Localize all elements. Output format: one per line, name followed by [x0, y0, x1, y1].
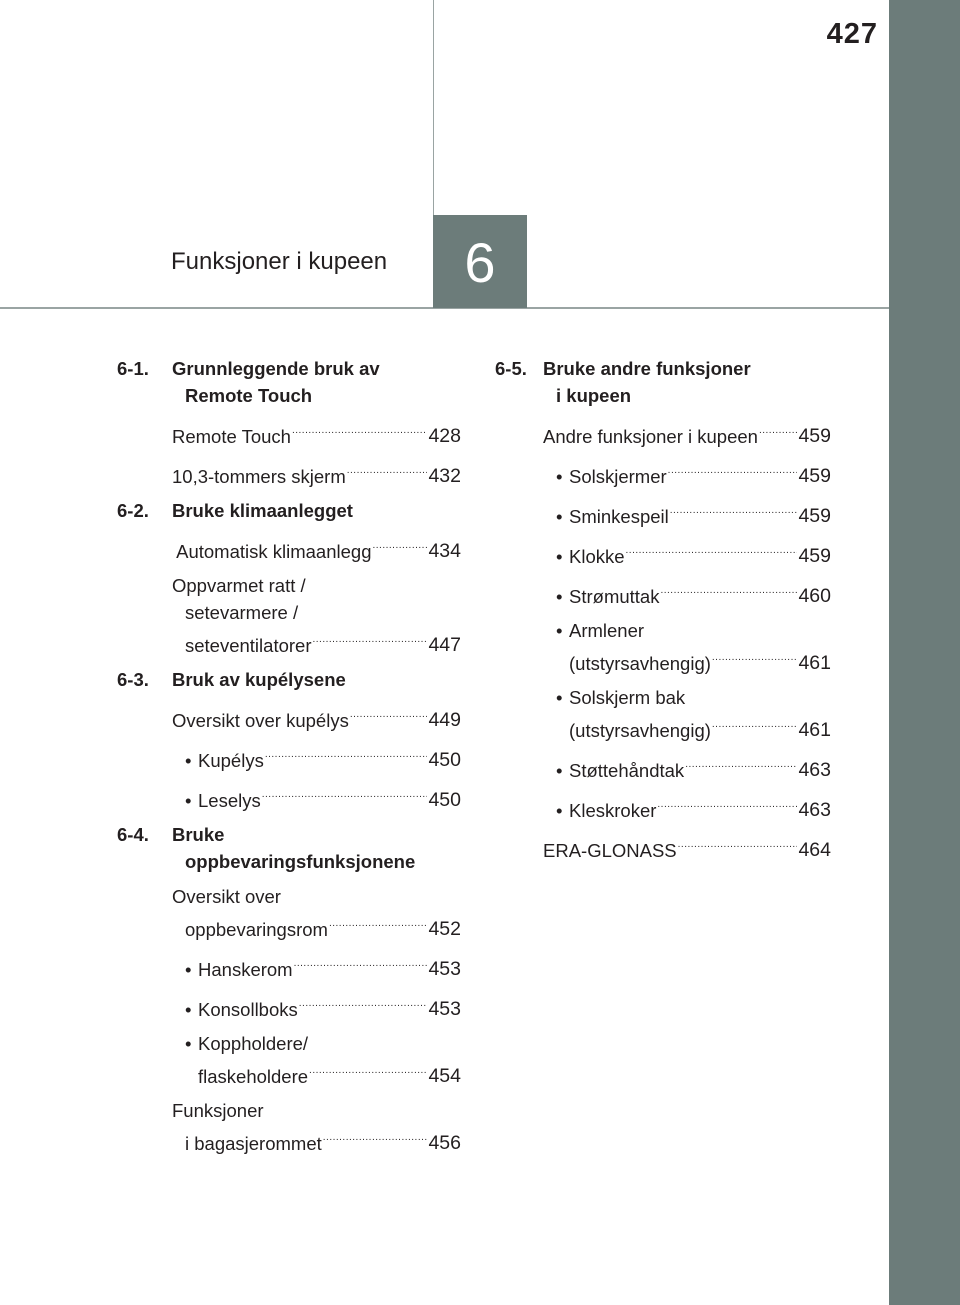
toc-page-number: 461: [798, 719, 831, 741]
dot-leader: [668, 457, 798, 484]
toc-subentry[interactable]: [495, 537, 831, 570]
toc-page-number: 447: [428, 634, 461, 656]
toc-entry-text: Oversikt over kupélys: [172, 710, 349, 731]
toc-page-number: 464: [798, 839, 831, 861]
toc-entry-text: • Kleskroker: [556, 797, 656, 824]
toc-entry-text: setevarmere /: [185, 602, 299, 623]
dot-leader: [712, 711, 798, 738]
dot-leader: [759, 417, 798, 444]
toc-entry-text: ERA-GLONASS: [543, 840, 677, 861]
toc-entry-text: • Solskjermer: [556, 463, 667, 490]
toc-page-number: 456: [428, 1132, 461, 1154]
section-heading: [117, 666, 461, 693]
section-title-line: Bruke: [172, 824, 225, 845]
toc-entry-text: • Støttehåndtak: [556, 757, 684, 784]
toc-left-column: [117, 355, 461, 1157]
section-number: 6-1.: [117, 358, 149, 379]
dot-leader: [323, 1124, 428, 1151]
toc-page-number: 450: [428, 789, 461, 811]
section-heading: [117, 821, 461, 875]
toc-entry-text: • Leselys: [185, 787, 261, 814]
toc-page-number: 453: [428, 958, 461, 980]
toc-page-number: 449: [428, 709, 461, 731]
dot-leader: [660, 577, 797, 604]
section-number: 6-3.: [117, 669, 149, 690]
toc-entry-text: Automatisk klimaanlegg: [172, 541, 372, 562]
toc-page-number: 450: [428, 749, 461, 771]
toc-entry-text: oppbevaringsrom: [185, 919, 328, 940]
dot-leader: [312, 626, 427, 653]
section-title: [543, 355, 751, 409]
toc-subentry[interactable]: [117, 781, 461, 814]
dot-leader: [678, 831, 798, 858]
toc-page-number: 459: [798, 465, 831, 487]
toc-page-number: 432: [428, 465, 461, 487]
toc-right-column: [495, 355, 831, 871]
toc-entry-text: Andre funksjoner i kupeen: [543, 426, 758, 447]
toc-page-number: 463: [798, 759, 831, 781]
toc-entry-text: Oppvarmet ratt /: [172, 575, 306, 596]
toc-page-number: 453: [428, 998, 461, 1020]
toc-entry-text: • Hanskerom: [185, 956, 293, 983]
toc-entry-text: • Strømuttak: [556, 583, 659, 610]
section-heading: [117, 355, 461, 409]
toc-page-number: 459: [798, 545, 831, 567]
section-number: 6-4.: [117, 824, 149, 845]
toc-entry-text: • Sminkespeil: [556, 503, 669, 530]
toc-subentry[interactable]: [495, 457, 831, 490]
toc-subentry[interactable]: [495, 684, 831, 744]
dot-leader: [350, 701, 428, 728]
dot-leader: [712, 644, 798, 671]
dot-leader: [670, 497, 798, 524]
dot-leader: [265, 741, 428, 768]
toc-entry[interactable]: [117, 532, 461, 565]
dot-leader: [262, 781, 428, 808]
dot-leader: [626, 537, 798, 564]
toc-entry-text: • Kupélys: [185, 747, 264, 774]
toc-entry-text: 10,3-tommers skjerm: [172, 466, 346, 487]
toc-entry-text: Funksjoner: [172, 1100, 264, 1121]
dot-leader: [299, 990, 428, 1017]
toc-entry[interactable]: [117, 417, 461, 450]
toc-page-number: 434: [428, 540, 461, 562]
toc-entry-text: i bagasjerommet: [185, 1133, 322, 1154]
dot-leader: [373, 532, 428, 559]
toc-subentry[interactable]: [495, 497, 831, 530]
toc-entry[interactable]: [117, 1097, 461, 1157]
page-number: 427: [826, 18, 878, 50]
toc-page-number: 463: [798, 799, 831, 821]
section-title: Bruke klimaanlegget: [172, 500, 353, 521]
toc-page-number: 454: [428, 1065, 461, 1087]
section-title-line: Grunnleggende bruk av: [172, 358, 380, 379]
toc-entry[interactable]: [495, 417, 831, 450]
toc-page-number: 459: [798, 505, 831, 527]
toc-subentry[interactable]: [117, 741, 461, 774]
toc-page-number: 459: [798, 425, 831, 447]
toc-entry-text: Oversikt over: [172, 886, 281, 907]
toc-entry-text: • Konsollboks: [185, 996, 298, 1023]
toc-subentry[interactable]: [495, 751, 831, 784]
toc-page-number: 461: [798, 652, 831, 674]
toc-entry[interactable]: [117, 701, 461, 734]
section-heading: [495, 355, 831, 409]
section-title: [172, 355, 380, 409]
chapter-title: Funksjoner i kupeen: [171, 248, 388, 275]
dot-leader: [347, 457, 428, 484]
toc-page-number: 428: [428, 425, 461, 447]
toc-entry[interactable]: [117, 883, 461, 943]
toc-entry-text: • Klokke: [556, 543, 625, 570]
toc-entry-text: • Koppholdere/: [185, 1030, 461, 1057]
toc-entry[interactable]: [117, 457, 461, 490]
section-title-line: Remote Touch: [185, 385, 313, 406]
toc-subentry[interactable]: [495, 617, 831, 677]
section-heading: [117, 497, 461, 524]
toc-subentry[interactable]: [117, 990, 461, 1023]
toc-subentry[interactable]: [495, 791, 831, 824]
toc-entry-text: flaskeholdere: [198, 1066, 309, 1087]
toc-entry-text: Remote Touch: [172, 426, 291, 447]
toc-subentry[interactable]: [117, 950, 461, 983]
section-title-line: oppbevaringsfunksjonene: [185, 851, 416, 872]
section-title-line: Bruke andre funksjoner: [543, 358, 751, 379]
section-number: 6-5.: [495, 358, 527, 379]
toc-subentry[interactable]: [117, 1030, 461, 1090]
dot-leader: [294, 950, 428, 977]
toc-entry[interactable]: [495, 831, 831, 864]
toc-entry-text: seteventilatorer: [185, 635, 312, 656]
toc-page-number: 452: [428, 918, 461, 940]
chapter-side-tab: [889, 0, 960, 1305]
dot-leader: [309, 1057, 427, 1084]
dot-leader: [657, 791, 797, 818]
toc-entry-text: • Armlener: [556, 617, 831, 644]
vertical-divider: [433, 0, 434, 216]
section-title-line: i kupeen: [556, 385, 632, 406]
dot-leader: [329, 910, 428, 937]
toc-entry-text: • Solskjerm bak: [556, 684, 831, 711]
chapter-number-box: 6: [433, 215, 527, 308]
toc-page-number: 460: [798, 585, 831, 607]
section-title: Bruk av kupélysene: [172, 669, 346, 690]
toc-entry[interactable]: [117, 572, 461, 659]
toc-entry-text: (utstyrsavhengig): [569, 720, 711, 741]
dot-leader: [685, 751, 797, 778]
section-number: 6-2.: [117, 500, 149, 521]
section-title: [172, 821, 415, 875]
toc-subentry[interactable]: [495, 577, 831, 610]
dot-leader: [292, 417, 428, 444]
toc-entry-text: (utstyrsavhengig): [569, 653, 711, 674]
